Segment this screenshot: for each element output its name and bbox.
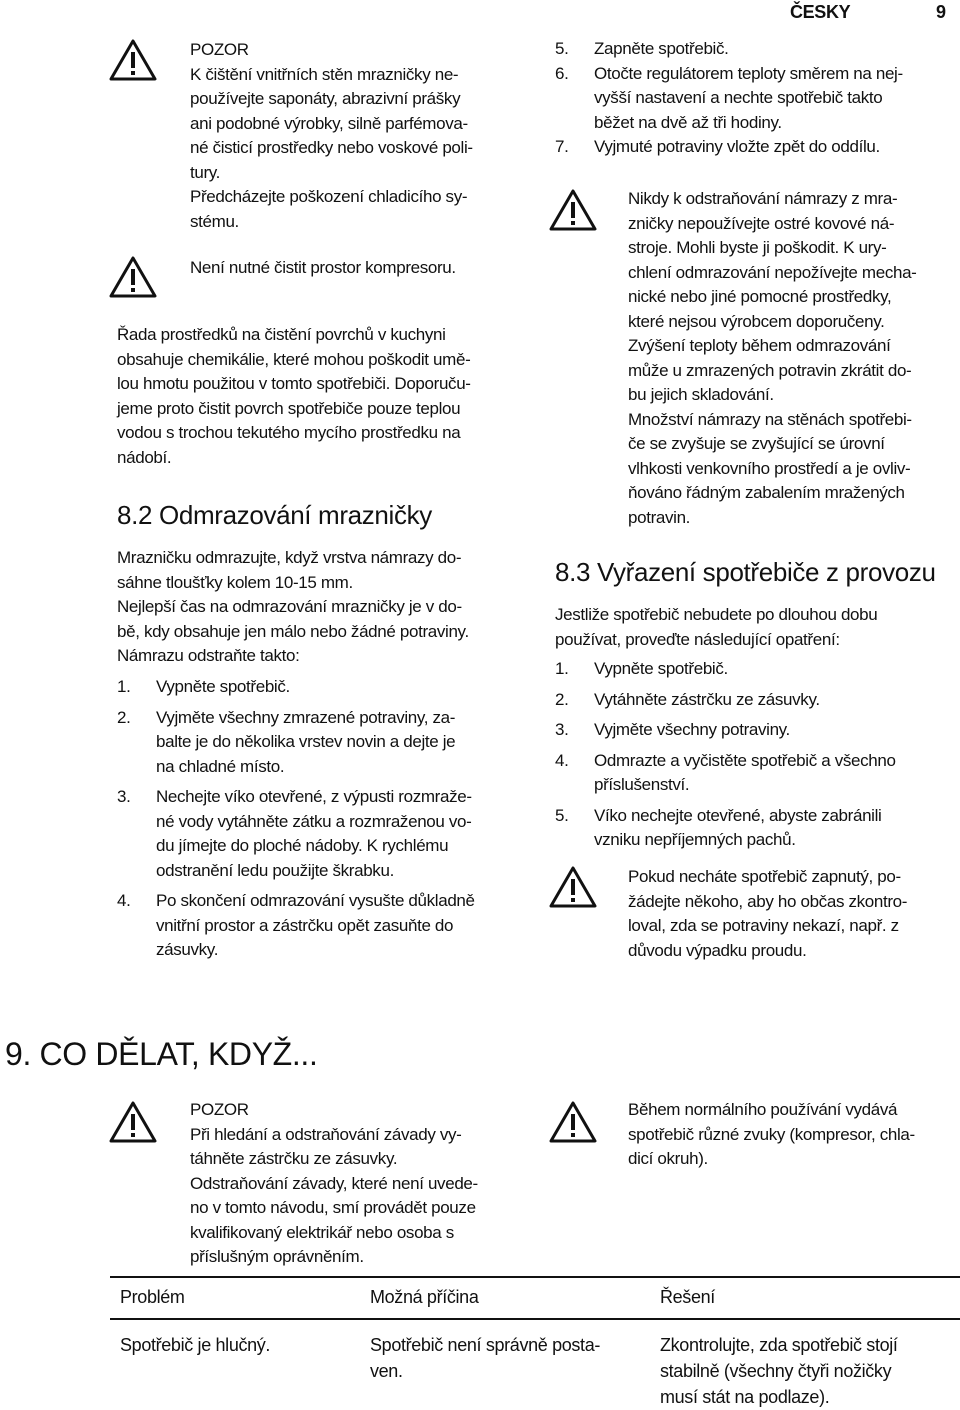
cell-cause [360, 1319, 650, 1410]
paragraph-line: používat, proveďte následující opatření: [555, 629, 840, 649]
step-number: 7. [555, 137, 569, 156]
warning-line: může u zmrazených potravin zkrátit do- [628, 360, 912, 380]
column-header-problem: Problém [110, 1277, 360, 1319]
paragraph-decommission [555, 603, 960, 652]
paragraph-line: nádobí. [117, 447, 172, 467]
warning-line: Odstraňování závady, které není uvede- [190, 1173, 478, 1193]
warning-line: bu jejich skladování. [628, 385, 774, 404]
paragraph-line: Mrazničku odmrazujte, když vrstva námrazy do- [117, 548, 462, 567]
step-line: příslušenství. [594, 775, 690, 794]
warning-line: če se zvyšuje se zvyšující se úrovní [628, 434, 885, 453]
step-line: Vytáhněte zástrčku ze zásuvky. [594, 689, 820, 709]
list-item [555, 37, 960, 62]
step-number: 1. [555, 659, 569, 678]
warning-triangle-icon [108, 1100, 158, 1144]
warning-line: které nejsou výrobcem doporučeny. [628, 311, 885, 331]
warning-line: Zvýšení teploty během odmrazování [628, 336, 891, 355]
step-line: Vypněte spotřebič. [156, 677, 290, 696]
warning-line: Předcházejte poškození chladicího sy- [190, 187, 468, 206]
step-line: vnitřní prostor a zástrčku opět zasuňte do [156, 915, 454, 935]
step-number: 4. [555, 750, 569, 770]
warning-line: né čisticí prostředky nebo voskové poli- [190, 138, 473, 157]
page-number: 9 [936, 2, 946, 22]
warning-block-3 [628, 187, 958, 530]
warning-line: dicí okruh). [628, 1149, 708, 1168]
list-item [555, 62, 960, 136]
warning-block-5 [190, 1098, 530, 1270]
cell-line: Zkontrolujte, zda spotřebič stojí [660, 1335, 898, 1355]
warning-line: kvalifikovaný elektrikář nebo osoba s [190, 1222, 454, 1242]
list-item [555, 804, 960, 853]
warning-block-4 [628, 865, 958, 963]
cell-line: stabilně (všechny čtyři nožičky [660, 1361, 892, 1381]
warning-line: Množství námrazy na stěnách spotřebi- [628, 409, 912, 429]
list-item [117, 889, 537, 963]
step-line: du jímejte do ploché nádoby. K rychlému [156, 836, 449, 855]
defrost-steps [117, 675, 537, 969]
step-line: Zapněte spotřebič. [594, 39, 729, 58]
list-item [117, 675, 537, 700]
step-number: 3. [555, 720, 569, 739]
section-title: Vyřazení spotřebiče z provozu [596, 557, 936, 587]
warning-triangle-icon [548, 188, 598, 232]
list-item [555, 718, 960, 743]
warning-line: ňováno řádným zabalením mražených [628, 483, 905, 502]
step-number: 2. [555, 689, 569, 709]
paragraph-line: sáhne tloušťky kolem 10-15 mm. [117, 572, 353, 592]
chapter-heading-9 [5, 1036, 318, 1072]
paragraph-line: vodou s trochou tekutého mycího prostředku na [117, 423, 461, 442]
language-label: ČESKY [790, 2, 851, 22]
step-number: 5. [555, 39, 569, 58]
step-line: Vyjměte všechny potraviny. [594, 720, 790, 739]
step-line: Vypněte spotřebič. [594, 659, 728, 678]
warning-text: Není nutné čistit prostor kompresoru. [190, 258, 456, 277]
step-line: vyšší nastavení a nechte spotřebič takto [594, 88, 883, 107]
step-line: balte je do několika vrstev novin a dejte je [156, 732, 456, 751]
table-row [110, 1319, 960, 1410]
defrost-steps-continued [555, 37, 960, 160]
table-header-row [110, 1277, 960, 1319]
warning-title: POZOR [190, 40, 249, 59]
paragraph-line: Nejlepší čas na odmrazování mrazničky je v do- [117, 597, 462, 616]
warning-block-6 [628, 1098, 958, 1172]
step-line: Nechejte víko otevřené, z výpusti rozmraže- [156, 787, 472, 806]
warning-line: ani podobné výrobky, silně parfémova- [190, 113, 468, 133]
warning-line: chlení odmrazování nepožívejte mecha- [628, 262, 917, 282]
cell-solution [650, 1319, 960, 1410]
warning-line: Během normálního používání vydává [628, 1100, 898, 1119]
warning-block-1 [190, 38, 530, 234]
warning-line: loval, zda se potraviny nekazí, např. z [628, 916, 899, 935]
paragraph-line: Námrazu odstraňte takto: [117, 646, 300, 665]
warning-line: Nikdy k odstraňování námrazy z mra- [628, 189, 898, 208]
warning-line: žádejte někoho, aby ho občas zkontro- [628, 891, 908, 911]
section-number: 8.3 [555, 557, 591, 587]
paragraph-line: Řada prostředků na čistění povrchů v kuchyni [117, 325, 446, 344]
warning-line: Při hledání a odstraňování závady vy- [190, 1124, 462, 1144]
section-heading-8-2 [117, 500, 432, 530]
warning-line: táhněte zástrčku ze zásuvky. [190, 1149, 398, 1168]
list-item [117, 706, 537, 780]
warning-line: tury. [190, 162, 221, 182]
step-line: Otočte regulátorem teploty směrem na nej- [594, 63, 903, 83]
page-header [790, 0, 955, 24]
section-number: 8.2 [117, 500, 153, 530]
step-line: né vody vytáhněte zátku a rozmraženou vo- [156, 811, 472, 831]
step-number: 4. [117, 891, 131, 910]
warning-line: stému. [190, 211, 239, 231]
chapter-title: CO DĚLAT, KDYŽ... [39, 1036, 318, 1072]
step-number: 5. [555, 805, 569, 825]
paragraph-line: jeme proto čistit povrch spotřebiče pouze teplou [117, 398, 461, 418]
warning-line: K čištění vnitřních stěn mrazničky ne- [190, 64, 459, 84]
warning-line: důvodu výpadku proudu. [628, 940, 807, 960]
column-header-solution: Řešení [650, 1277, 960, 1319]
decommission-steps [555, 657, 960, 859]
step-line: na chladné místo. [156, 756, 285, 776]
warning-line: no v tomto návodu, smí provádět pouze [190, 1198, 476, 1217]
list-item [555, 749, 960, 798]
step-line: Vyjměte všechny zmrazené potraviny, za- [156, 707, 456, 727]
step-number: 1. [117, 677, 131, 696]
step-line: odstranění ledu použijte škrabku. [156, 860, 394, 880]
warning-line: příslušným oprávněním. [190, 1247, 364, 1266]
list-item [555, 135, 960, 160]
list-item [117, 785, 537, 883]
paragraph-cleaning [117, 323, 537, 470]
list-item [555, 688, 960, 713]
step-line: Vyjmuté potraviny vložte zpět do oddílu. [594, 137, 880, 156]
warning-title: POZOR [190, 1100, 249, 1119]
warning-triangle-icon [548, 1100, 598, 1144]
warning-triangle-icon [108, 255, 158, 299]
cell-problem: Spotřebič je hlučný. [120, 1335, 271, 1355]
step-number: 2. [117, 707, 131, 727]
warning-line: vlhkosti venkovního prostředí a je ovliv- [628, 458, 911, 478]
column-header-cause: Možná příčina [360, 1277, 650, 1319]
list-item [555, 657, 960, 682]
troubleshooting-table [110, 1276, 960, 1410]
section-heading-8-3 [555, 557, 936, 587]
warning-triangle-icon [548, 865, 598, 909]
paragraph-line: Jestliže spotřebič nebudete po dlouhou dobu [555, 605, 878, 624]
warning-line: používejte saponáty, abrazivní prášky [190, 89, 461, 108]
step-line: Po skončení odmrazování vysušte důkladně [156, 891, 475, 910]
step-number: 6. [555, 63, 569, 83]
warning-line: spotřebič různé zvuky (kompresor, chla- [628, 1124, 915, 1144]
step-line: Víko nechejte otevřené, abyste zabránili [594, 805, 882, 825]
paragraph-line: obsahuje chemikálie, které mohou poškodit umě- [117, 349, 471, 369]
step-line: vzniku nepříjemných pachů. [594, 830, 796, 849]
chapter-number: 9. [5, 1036, 31, 1072]
step-line: Odmrazte a vyčistěte spotřebič a všechno [594, 750, 896, 770]
cell-line: ven. [370, 1361, 403, 1381]
cell-line: Spotřebič není správně posta- [370, 1335, 600, 1355]
warning-line: zničky nepoužívejte ostré kovové ná- [628, 213, 895, 233]
warning-line: stroje. Mohli byste ji poškodit. K ury- [628, 238, 887, 257]
paragraph-line: lou hmotu použitou v tomto spotřebiči. Doporuču- [117, 374, 471, 393]
warning-line: nické nebo jiné pomocné prostředky, [628, 287, 892, 306]
step-line: zásuvky. [156, 940, 219, 959]
paragraph-line: bě, kdy obsahuje jen málo nebo žádné potraviny. [117, 621, 469, 641]
section-title: Odmrazování mrazničky [158, 500, 432, 530]
warning-line: Pokud necháte spotřebič zapnutý, po- [628, 867, 901, 886]
paragraph-defrost [117, 546, 537, 669]
step-line: běžet na dvě až tři hodiny. [594, 112, 782, 132]
cell-line: musí stát na podlaze). [660, 1387, 830, 1407]
step-number: 3. [117, 787, 131, 806]
warning-triangle-icon [108, 38, 158, 82]
warning-line: potravin. [628, 507, 691, 527]
